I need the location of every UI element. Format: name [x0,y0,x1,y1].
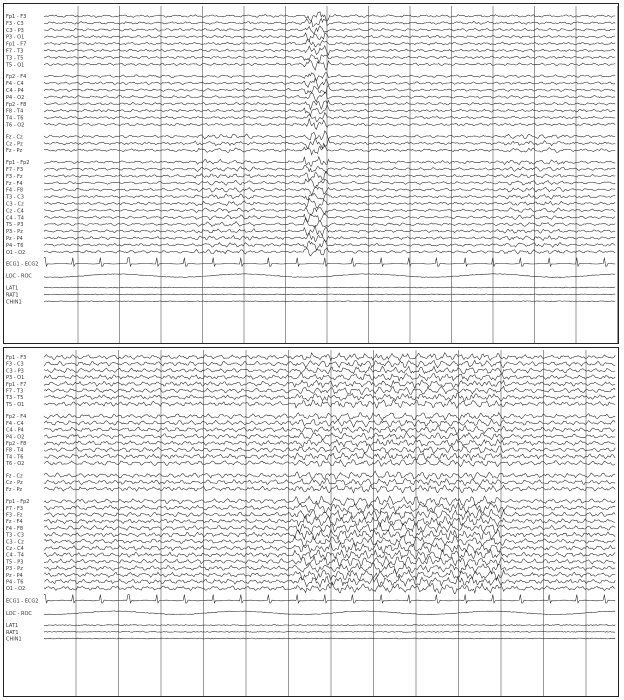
channel-label: P3 - Pz [6,566,23,573]
channel-label: O1 - O2 [6,249,26,256]
eeg-trace-15 [44,459,615,466]
channel-label: Fp1 - F7 [6,381,27,388]
channel-label: P4 - O2 [6,434,25,441]
channel-label: Pz - P4 [6,236,23,242]
channel-label: T3 - T5 [6,395,24,402]
eeg-trace-24 [44,193,615,200]
eeg-trace-33 [44,258,615,267]
eeg-trace-37 [44,301,615,302]
eeg-trace-17 [44,478,615,486]
eeg-trace-28 [44,218,615,227]
channel-label: P3 - O1 [6,375,25,382]
channel-label: T3 - T5 [6,55,24,62]
eeg-trace-6 [44,55,615,63]
channel-label: F7 - T3 [6,48,24,55]
channel-label: C3 - P3 [6,27,24,34]
channel-label: P3 - Pz [6,229,23,236]
eeg-trace-19 [44,496,615,506]
channel-label: C4 - T4 [6,552,24,559]
channel-label: Fp1 - Fp2 [6,160,30,167]
channel-label: T6 - O2 [6,122,25,129]
eeg-trace-10 [44,426,615,434]
channel-label: F8 - T4 [6,447,24,454]
channel-label: F4 - C4 [6,420,24,427]
eeg-trace-23 [44,187,615,196]
eeg-trace-3 [44,33,615,42]
channel-label: C3 - Cz [6,539,24,546]
eeg-trace-35 [44,287,615,288]
eeg-trace-18 [44,145,615,155]
eeg-trace-29 [44,563,615,574]
eeg-trace-33 [44,595,615,604]
channel-label: LOC - ROC [6,273,32,280]
channel-label: Pz - P4 [6,572,23,579]
channel-label: Fz - Pz [6,486,23,493]
eeg-trace-14 [44,453,615,461]
channel-label: ECG1 - ECG2 [6,261,39,268]
eeg-trace-8 [44,412,615,420]
channel-label: C4 - P4 [6,88,24,94]
eeg-trace-4 [44,39,615,47]
channel-label: RAT1 [6,292,19,299]
eeg-trace-21 [44,509,615,519]
eeg-trace-28 [44,556,615,567]
channel-label: Fp2 - F8 [6,101,27,108]
channel-label: Fp2 - F8 [6,441,27,447]
channel-label: F4 - C4 [6,81,24,88]
eeg-trace-13 [44,445,615,453]
eeg-trace-2 [44,366,615,374]
eeg-trace-18 [44,485,615,493]
eeg-trace-12 [44,439,615,447]
eeg-trace-16 [44,471,615,479]
eeg-trace-26 [44,207,615,214]
eeg-trace-11 [44,432,615,440]
channel-label: C3 - Cz [6,201,24,208]
eeg-trace-9 [44,419,615,427]
channel-label: T4 - T6 [6,115,24,122]
eeg-trace-4 [44,380,615,388]
channel-label: Fp2 - F4 [6,74,27,81]
channel-label: RAT1 [6,629,19,636]
channel-label: Fp2 - F4 [6,414,27,421]
eeg-traces-top [4,4,620,345]
channel-label: Cz - C4 [6,546,24,552]
eeg-trace-31 [44,240,615,250]
eeg-trace-32 [44,583,615,593]
eeg-trace-11 [44,92,615,102]
eeg-trace-22 [44,516,615,527]
eeg-trace-6 [44,394,615,402]
eeg-trace-23 [44,523,615,534]
eeg-trace-29 [44,225,615,236]
eeg-trace-27 [44,214,615,222]
eeg-panel-top [3,3,619,344]
channel-label: F3 - C3 [6,361,24,368]
eeg-trace-7 [44,61,615,71]
eeg-trace-17 [44,138,615,149]
eeg-trace-3 [44,373,615,381]
channel-label: ECG1 - ECG2 [6,598,39,605]
channel-label: T5 - O1 [6,62,25,69]
channel-label: F3 - C3 [6,20,24,27]
eeg-trace-9 [44,78,615,88]
eeg-trace-27 [44,550,615,561]
eeg-trace-8 [44,72,615,81]
channel-label: Fp1 - Fp2 [6,499,30,506]
channel-label: P4 - T6 [6,579,24,586]
eeg-panel-bottom [3,347,619,697]
channel-label: C4 - T4 [6,215,24,222]
channel-label: Fz - F4 [6,180,23,187]
channel-label: F4 - F8 [6,187,24,194]
eeg-trace-35 [44,625,615,626]
channel-label: C3 - P3 [6,368,24,375]
channel-label: C4 - P4 [6,427,24,434]
eeg-trace-0 [44,12,615,21]
channel-label: Cz - C4 [6,208,24,215]
eeg-trace-1 [44,360,615,367]
channel-label: O1 - O2 [6,586,26,593]
eeg-trace-15 [44,119,615,130]
channel-label: P4 - T6 [6,242,24,249]
eeg-trace-20 [44,165,615,173]
eeg-trace-36 [44,294,615,295]
channel-label: F7 - F3 [6,167,24,173]
eeg-trace-36 [44,631,615,632]
eeg-trace-26 [44,543,615,553]
eeg-trace-30 [44,569,615,580]
channel-label: F7 - T3 [6,388,24,395]
channel-label: Cz - Pz [6,141,23,148]
channel-label: T3 - C3 [6,194,24,201]
channel-label: T6 - O2 [6,461,25,468]
eeg-trace-19 [44,157,615,166]
eeg-trace-16 [44,131,615,140]
channel-label: Cz - Pz [6,480,23,487]
eeg-trace-24 [44,529,615,539]
channel-label: CHIN1 [6,636,22,643]
channel-label: T5 - O1 [6,401,25,408]
channel-label: LAT1 [6,285,19,292]
eeg-trace-21 [44,171,615,180]
eeg-trace-13 [44,105,615,117]
eeg-trace-12 [44,100,615,109]
channel-label: F7 - F3 [6,505,24,512]
eeg-traces-bottom [4,348,620,698]
channel-label: F3 - Fz [6,512,23,519]
channel-label: Fp1 - F3 [6,355,27,361]
eeg-trace-37 [44,638,615,639]
eeg-trace-2 [44,26,615,34]
eeg-trace-0 [44,353,615,361]
eeg-trace-25 [44,198,615,207]
channel-label: T3 - C3 [6,532,24,539]
eeg-trace-22 [44,179,615,188]
eeg-trace-32 [44,248,615,256]
channel-label: Fz - Cz [6,473,23,480]
eeg-trace-34 [44,274,615,278]
channel-label: P3 - O1 [6,34,25,41]
channel-label: Fz - F4 [6,519,23,526]
channel-label: Fz - Pz [6,148,23,155]
channel-label: F3 - Fz [6,173,23,180]
channel-label: T5 - P3 [6,559,24,566]
eeg-trace-14 [44,113,615,122]
channel-label: Fz - Cz [6,134,23,141]
channel-label: F4 - F8 [6,525,24,532]
eeg-trace-1 [44,18,615,26]
channel-label: LAT1 [6,623,19,630]
eeg-trace-31 [44,576,615,587]
eeg-trace-5 [44,386,615,394]
channel-label: Fp1 - F7 [6,41,27,48]
eeg-trace-34 [44,611,615,615]
eeg-trace-10 [44,85,615,94]
channel-label: Fp1 - F3 [6,14,27,20]
channel-label: P4 - O2 [6,94,25,101]
eeg-trace-30 [44,233,615,242]
eeg-trace-7 [44,400,615,409]
channel-label: LOC - ROC [6,610,32,617]
channel-label: T5 - P3 [6,222,24,229]
channel-label: CHIN1 [6,299,22,306]
channel-label: F8 - T4 [6,108,24,115]
channel-label: T4 - T6 [6,454,24,461]
eeg-trace-5 [44,46,615,55]
